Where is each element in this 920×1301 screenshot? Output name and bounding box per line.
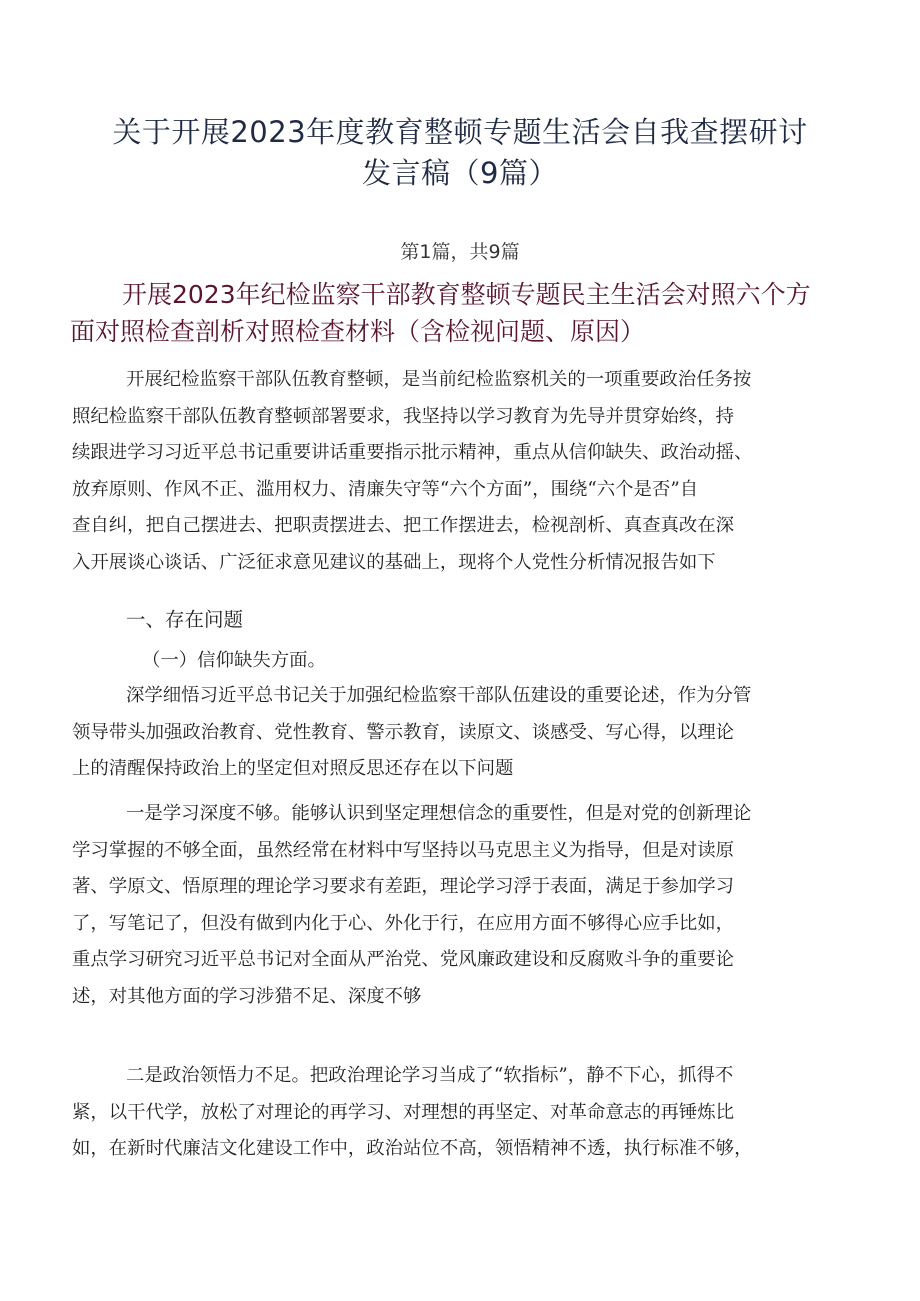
text-line: 二是政治领悟力不足。把政治理论学习当成了“软指标”，静不下心，抓得不 xyxy=(126,1065,734,1086)
part-indicator: 第1篇，共9篇 xyxy=(400,241,520,263)
article-title-line-1: 开展2023年纪检监察干部教育整顿专题民主生活会对照六个方 xyxy=(122,280,811,309)
document-title-line-2: 发言稿（9篇） xyxy=(362,156,558,190)
text-line: 续跟进学习习近平总书记重要讲话重要指示批示精神，重点从信仰缺失、政治动摇、 xyxy=(72,442,753,463)
article-title-line-2: 面对照检查剖析对照检查材料（含检视问题、原因） xyxy=(70,317,646,346)
paragraph-1 xyxy=(72,678,852,788)
text-line: 照纪检监察干部队伍教育整顿部署要求，我坚持以学习教育为先导并贯穿始终，持 xyxy=(72,405,735,427)
text-line: 深学细悟习近平总书记关于加强纪检监察干部队伍建设的重要论述，作为分管 xyxy=(126,685,752,706)
text-line: 如，在新时代廉洁文化建设工作中，政治站位不高，领悟精神不透，执行标准不够， xyxy=(72,1138,753,1159)
text-line: 开展纪检监察干部队伍教育整顿，是当前纪检监察机关的一项重要政治任务按 xyxy=(126,369,752,390)
paragraph-3 xyxy=(72,1058,852,1168)
article-title xyxy=(70,276,855,350)
text-line: 重点学习研究习近平总书记对全面从严治党、党风廉政建设和反腐败斗争的重要论 xyxy=(72,949,735,970)
text-line: 领导带头加强政治教育、党性教育、警示教育，读原文、谈感受、写心得，以理论 xyxy=(72,721,735,743)
intro-paragraph xyxy=(72,362,852,581)
text-line: 述，对其他方面的学习涉猎不足、深度不够 xyxy=(72,985,422,1007)
text-line: 紧，以干代学，放松了对理论的再学习、对理想的再坚定、对革命意志的再锤炼比 xyxy=(72,1101,735,1123)
text-line: 上的清醒保持政治上的坚定但对照反思还存在以下问题 xyxy=(72,758,514,779)
text-line: 学习掌握的不够全面，虽然经常在材料中写坚持以马克思主义为指导，但是对读原 xyxy=(72,839,735,861)
document-title xyxy=(60,112,860,194)
document-title-line-1: 关于开展2023年度教育整顿专题生活会自我查摆研讨 xyxy=(112,115,808,149)
text-line: 了，写笔记了，但没有做到内化于心、外化于行，在应用方面不够得心应手比如， xyxy=(72,912,735,934)
text-line: 放弃原则、作风不正、滥用权力、清廉失守等“六个方面”，围绕“六个是否”自 xyxy=(72,478,699,500)
text-line: 一是学习深度不够。能够认识到坚定理想信念的重要性，但是对党的创新理论 xyxy=(126,803,752,824)
paragraph-2 xyxy=(72,796,852,1015)
section-heading: 一、存在问题 xyxy=(126,608,244,631)
text-line: 查自纠，把自己摆进去、把职责摆进去、把工作摆进去，检视剖析、真查真改在深 xyxy=(72,515,735,536)
subsection-heading: （一）信仰缺失方面。 xyxy=(142,650,326,671)
text-line: 著、学原文、悟原理的理论学习要求有差距，理论学习浮于表面，满足于参加学习 xyxy=(72,876,735,897)
text-line: 入开展谈心谈话、广泛征求意见建议的基础上，现将个人党性分析情况报告如下 xyxy=(72,551,716,573)
